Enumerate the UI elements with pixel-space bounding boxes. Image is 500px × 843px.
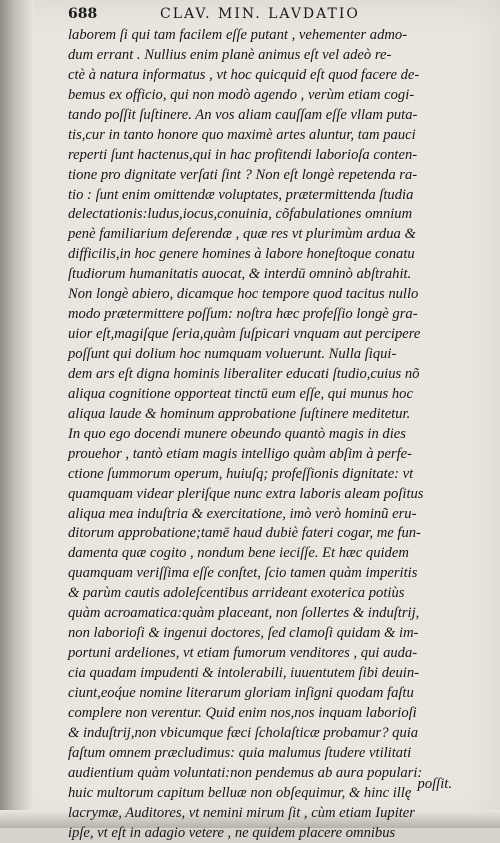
text-line: poſſunt qui dolium hoc numquam voluerunt. Nulla ſiqui- — [68, 345, 484, 365]
text-line: dum errant . Nullius enim planè animus eſt vel adeò re- — [68, 46, 484, 66]
text-line: lacrymæ, Auditores, vt nemini mirum ſit , cùm etiam Iupiter — [68, 804, 484, 824]
catchword: poſſit. — [418, 776, 452, 793]
page-number: 688 — [68, 6, 97, 22]
text-line: damenta quæ cogito , nondum bene ieciſſe. Et hæc quidem — [68, 544, 484, 564]
text-line: ctione ſummorum operum, huiuſq; profeſſionis dignitate: vt — [68, 465, 484, 485]
text-line: tione pro dignitate verſati ſint ? Non eſt longè repetenda ra- — [68, 166, 484, 186]
text-line: non laborioſi & ingenui doctores, ſed clamoſi quidam & im- — [68, 624, 484, 644]
text-line: bemus ex officio, qui non modò agendo , verùm etiam cogi- — [68, 86, 484, 106]
page-header — [68, 6, 478, 28]
text-line: ciunt,eoq́ue nomine literarum gloriam inſigni quodam faſtu — [68, 684, 484, 704]
text-line: aliqua mea induſtria & exercitatione, imò verò hominũ eru- — [68, 505, 484, 525]
text-line: audientium quàm voluntati:non pendemus ab aura populari: — [68, 764, 484, 784]
text-line: tis,cur in tanto honore quo maximè artes aluntur, tam pauci — [68, 126, 484, 146]
text-line: aliqua cognitione opporteat tinctū eum eſſe, qui munus hoc — [68, 385, 484, 405]
text-line: difficilis,in hoc genere homines à labore honeſtoque conatu — [68, 245, 484, 265]
text-line: Non longè abiero, dicamque hoc tempore quod tacitus nullo — [68, 285, 484, 305]
body-text — [68, 26, 484, 843]
text-line: tio : ſunt enim omittendæ voluptates, prætermittenda ſtudia — [68, 186, 484, 206]
text-line: uior eſt,magiſque ſeria,quàm ſuſpicari vnquam aut percipere — [68, 325, 484, 345]
text-line: ſtudiorum humanitatis auocat, & interdū omninò abſtrahit. — [68, 265, 484, 285]
text-line: quàm acroamatica:quàm placeant, non ſollertes & induſtrij, — [68, 604, 484, 624]
text-line: & induſtrij,non vbicumque fæci ſcholaſticæ probamur? quia — [68, 724, 484, 744]
text-line: reperti ſunt hactenus,qui in hac profitendi laborioſa conten- — [68, 146, 484, 166]
text-line: penè familiarium deſerendæ , quæ res vt plurimùm ardua & — [68, 225, 484, 245]
text-line: huic multorum capitum belluæ non obſequimur, & hinc illę — [68, 784, 484, 804]
running-head: CLAV. MIN. LAVDATIO — [160, 6, 360, 22]
page-gutter-shadow — [0, 0, 34, 828]
text-line: laborem ſi qui tam facilem eſſe putant , vehementer admo- — [68, 26, 484, 46]
text-line: modo prætermittere poſſum: noſtra hæc profeſſio longè gra- — [68, 305, 484, 325]
text-line: aliqua laude & hominum approbatione ſuſtinere meditetur. — [68, 405, 484, 425]
text-line: cia quadam impudenti & intolerabili, iuuentutem ſibi deuin- — [68, 664, 484, 684]
text-line: & parùm cautis adoleſcentibus arrideant exoterica potiùs — [68, 584, 484, 604]
text-line: complere non verentur. Quid enim nos,nos inquam laborioſi — [68, 704, 484, 724]
text-line: tando poſſit ſuſtinere. An vos aliam cauſſam eſſe vllam puta- — [68, 106, 484, 126]
text-line: ipſe, vt eſt in adagio vetere , ne quidem placere omnibus — [68, 824, 484, 843]
text-line: ctè à natura informatus , vt hoc quicquid eſt quod facere de- — [68, 66, 484, 86]
text-line: faſtum omnem præcludimus: quia malumus ſtudere vtilitati — [68, 744, 484, 764]
text-line: In quo ego docendi munere obeundo quantò magis in dies — [68, 425, 484, 445]
text-line: quamquam videar pleriſque nunc extra laboris aleam poſitus — [68, 485, 484, 505]
text-line: portuni ardeliones, vt etiam fumorum venditores , qui auda- — [68, 644, 484, 664]
text-line: dem ars eſt digna hominis liberaliter educati ſtudio,cuius nõ — [68, 365, 484, 385]
text-line: prouehor , tantò etiam magis intelligo quàm abſim à perfe- — [68, 445, 484, 465]
text-line: delectationis:ludus,iocus,conuinia, cõfabulationes omnium — [68, 205, 484, 225]
text-line: quamquam veriſſima eſſe conſtet, ſcio tamen quàm imperitis — [68, 564, 484, 584]
text-line: ditorum approbatione;tamē haud dubiè fateri cogar, me fun- — [68, 524, 484, 544]
